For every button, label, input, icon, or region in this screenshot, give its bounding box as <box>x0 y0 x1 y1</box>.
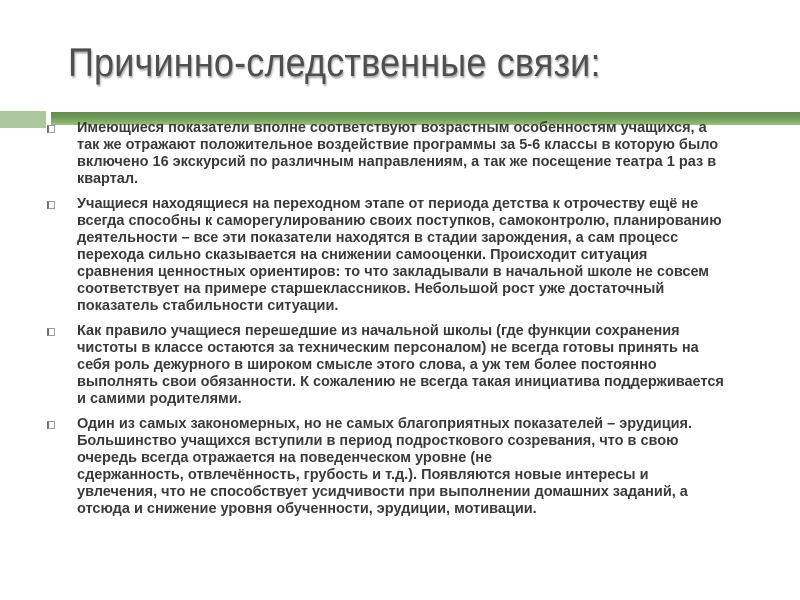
text-line: сдержанность, отвлечённость, грубость и т.д.). Появляются новые интересы и <box>77 467 649 483</box>
text-line: включено 16 экскурсий по различным направлениям, а так же посещение театра 1 раз в <box>77 154 717 170</box>
bullet-item <box>77 120 792 188</box>
text-line: Учащиеся находящиеся на переходном этапе от периода детства к отрочеству ещё не <box>77 196 699 212</box>
slide-title: Причинно-следственные связи: <box>68 41 601 85</box>
text-line: увлечения, что не способствует усидчивости при выполнении домашних заданий, а <box>77 484 688 500</box>
text-line: Большинство учащихся вступили в период подросткового созревания, что в свою <box>77 433 679 449</box>
text-line: соответствует на примере старшеклассников. Небольшой рост уже достаточный <box>77 281 665 297</box>
text-line: квартал. <box>77 171 139 187</box>
hollow-square-bullet-icon <box>47 421 55 429</box>
text-line: Один из самых закономерных, но не самых благоприятных показателей – эрудиция. <box>77 416 693 432</box>
hollow-square-bullet-icon <box>47 328 55 336</box>
bullet-item <box>77 196 792 315</box>
bullet-item <box>77 323 792 408</box>
text-line: отсюда и снижение уровня обученности, эрудиции, мотивации. <box>77 501 537 517</box>
text-line: и самими родителями. <box>77 391 242 407</box>
text-line: очередь всегда отражается на поведенческом уровне (не <box>77 450 493 466</box>
hollow-square-bullet-icon <box>47 201 55 209</box>
text-line: Имеющиеся показатели вполне соответствуют возрастным особенностям учащихся, а <box>77 120 707 136</box>
text-line: так же отражают положительное воздействие программы за 5-6 классы в которую было <box>77 137 719 153</box>
text-line: чистоты в классе остаются за техническим персоналом) не всегда готовы принять на <box>77 340 699 356</box>
text-line: сравнения ценностных ориентиров: то что закладывали в начальной школе не совсем <box>77 264 710 280</box>
text-line: выполнять свои обязанности. К сожалению не всегда такая инициатива поддерживается <box>77 374 724 390</box>
text-line: всегда способны к саморегулированию своих поступков, самоконтролю, планированию <box>77 213 722 229</box>
text-line: Как правило учащиеся перешедшие из начальной школы (где функции сохранения <box>77 323 680 339</box>
title-accent-block <box>0 111 46 128</box>
text-line: перехода сильно сказывается на снижении самооценки. Происходит ситуация <box>77 247 648 263</box>
text-line: деятельности – все эти показатели находятся в стадии зарождения, а сам процесс <box>77 230 679 246</box>
text-line: показатель стабильности ситуации. <box>77 298 339 314</box>
bullet-item <box>77 416 792 518</box>
bullet-list <box>77 120 792 526</box>
text-line: себя роль дежурного в широком смысле этого слова, а уж тем более постоянно <box>77 357 657 373</box>
hollow-square-bullet-icon <box>47 125 55 133</box>
